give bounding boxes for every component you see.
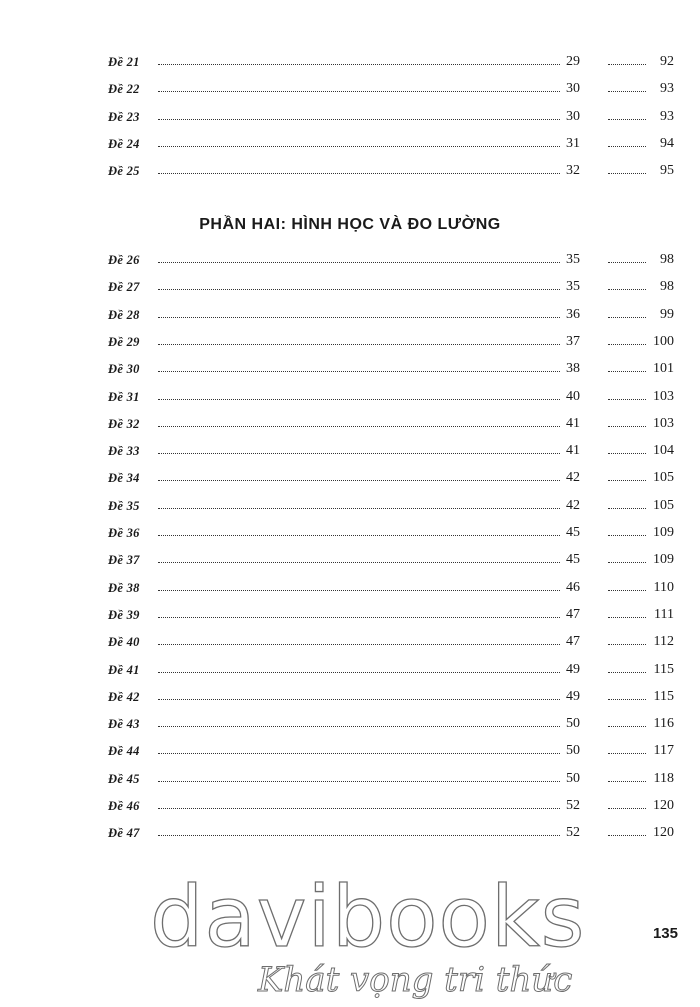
toc-entry — [108, 817, 678, 841]
dot-leader — [608, 317, 646, 318]
toc-entry-page-question: 38 — [566, 361, 580, 377]
toc-entry — [108, 381, 678, 405]
toc-entry — [108, 299, 678, 323]
toc-entry-page-answer: 104 — [653, 443, 674, 459]
toc-entry-page-answer: 94 — [660, 135, 674, 151]
dot-leader — [608, 371, 646, 372]
toc-entry-page-question: 45 — [566, 552, 580, 568]
toc-entry — [108, 128, 678, 152]
watermark-tagline: Khát vọng tri thức — [258, 960, 573, 1000]
toc-entry-page-answer: 115 — [653, 688, 674, 704]
toc-entry-page-question: 35 — [566, 252, 580, 267]
dot-leader — [158, 344, 560, 345]
toc-entry-page-answer: 92 — [660, 54, 674, 69]
toc-entry — [108, 517, 678, 541]
toc-entry — [108, 353, 678, 377]
dot-leader — [158, 480, 560, 481]
dot-leader — [158, 371, 560, 372]
dot-leader — [608, 726, 646, 727]
toc-entry-page-answer: 120 — [653, 798, 674, 813]
toc-entry-page-answer: 118 — [653, 770, 674, 786]
toc-entry-page-question: 29 — [566, 54, 580, 69]
toc-entry-label: Đề 23 — [108, 109, 140, 124]
dot-leader — [608, 835, 646, 836]
toc-entry-page-answer: 105 — [653, 497, 674, 513]
toc-entry-page-question: 47 — [566, 634, 580, 650]
toc-entry-page-answer: 99 — [660, 306, 674, 322]
dot-leader — [608, 480, 646, 481]
dot-leader — [158, 146, 560, 147]
toc-entry-page-question: 30 — [566, 108, 580, 124]
toc-entry-label: Đề 32 — [108, 416, 140, 431]
toc-entry — [108, 408, 678, 432]
dot-leader — [158, 562, 560, 563]
toc-entry-page-answer: 117 — [653, 743, 674, 759]
toc-entry-page-question: 46 — [566, 579, 580, 595]
dot-leader — [158, 262, 560, 263]
toc-entry-label: Đề 33 — [108, 444, 140, 459]
toc-entry-page-question: 32 — [566, 163, 580, 179]
toc-entry-page-question: 50 — [566, 743, 580, 759]
toc-entry-page-answer: 115 — [653, 661, 674, 677]
toc-entry — [108, 155, 678, 179]
dot-leader — [608, 344, 646, 345]
dot-leader — [608, 173, 646, 174]
toc-entry-page-answer: 98 — [660, 252, 674, 267]
dot-leader — [158, 644, 560, 645]
dot-leader — [608, 781, 646, 782]
dot-leader — [608, 262, 646, 263]
toc-entry-page-question: 45 — [566, 525, 580, 540]
toc-entry — [108, 326, 678, 350]
dot-leader — [608, 453, 646, 454]
toc-entry-label: Đề 35 — [108, 498, 140, 513]
toc-entry-page-question: 42 — [566, 497, 580, 513]
section-title: PHẦN HAI: HÌNH HỌC VÀ ĐO LƯỜNG — [199, 216, 501, 233]
toc-entry-label: Đề 47 — [108, 826, 140, 841]
toc-entry-label: Đề 30 — [108, 362, 140, 377]
toc-entry — [108, 572, 678, 596]
toc-entry-label: Đề 25 — [108, 164, 140, 179]
toc-entry-page-question: 50 — [566, 716, 580, 732]
toc-entry — [108, 101, 678, 125]
toc-entry — [108, 462, 678, 486]
toc-entry-page-answer: 101 — [653, 361, 674, 377]
dot-leader — [608, 590, 646, 591]
watermark-logo: davibooks — [150, 868, 586, 966]
dot-leader — [158, 91, 560, 92]
dot-leader — [158, 317, 560, 318]
toc-entry-page-question: 52 — [566, 798, 580, 813]
toc-entry — [108, 544, 678, 568]
toc-entry-page-question: 52 — [566, 825, 580, 841]
dot-leader — [608, 699, 646, 700]
dot-leader — [608, 399, 646, 400]
dot-leader — [158, 781, 560, 782]
toc-entry-page-answer: 93 — [660, 81, 674, 97]
toc-entry-page-answer: 100 — [653, 333, 674, 349]
toc-entry-label: Đề 24 — [108, 136, 140, 151]
toc-entry-page-answer: 109 — [653, 552, 674, 568]
dot-leader — [158, 808, 560, 809]
dot-leader — [158, 64, 560, 65]
toc-entry — [108, 46, 678, 70]
toc-entry-label: Đề 36 — [108, 526, 140, 540]
dot-leader — [608, 289, 646, 290]
toc-entry-page-answer: 110 — [653, 579, 674, 595]
toc-entry — [108, 626, 678, 650]
page-number: 135 — [652, 925, 678, 942]
toc-entry — [108, 790, 678, 814]
toc-entry-label: Đề 38 — [108, 580, 140, 595]
dot-leader — [158, 453, 560, 454]
dot-leader — [158, 672, 560, 673]
dot-leader — [608, 426, 646, 427]
toc-entry-page-question: 50 — [566, 770, 580, 786]
dot-leader — [158, 753, 560, 754]
toc-entry-label: Đề 43 — [108, 717, 140, 732]
toc-entry — [108, 435, 678, 459]
toc-entry — [108, 681, 678, 705]
toc-entry-page-question: 49 — [566, 688, 580, 704]
dot-leader — [158, 726, 560, 727]
toc-entry-page-answer: 105 — [653, 470, 674, 486]
dot-leader — [608, 64, 646, 65]
toc-entry-page-question: 40 — [566, 388, 580, 404]
toc-entry-label: Đề 45 — [108, 771, 140, 786]
toc-entry-page-question: 36 — [566, 306, 580, 322]
dot-leader — [158, 173, 560, 174]
toc-entry-page-answer: 116 — [653, 716, 674, 732]
toc-entry-page-question: 35 — [566, 279, 580, 295]
dot-leader — [608, 753, 646, 754]
toc-entry-page-answer: 103 — [653, 388, 674, 404]
toc-entry-label: Đề 27 — [108, 280, 140, 295]
toc-entry-page-question: 41 — [566, 415, 580, 431]
toc-entry-page-answer: 103 — [653, 415, 674, 431]
toc-entry-page-question: 47 — [566, 606, 580, 622]
toc-entry-page-answer: 93 — [660, 108, 674, 124]
dot-leader — [608, 146, 646, 147]
dot-leader — [608, 562, 646, 563]
toc-entry — [108, 708, 678, 732]
toc-entry-label: Đề 44 — [108, 744, 140, 759]
toc-entry-label: Đề 39 — [108, 607, 140, 622]
dot-leader — [158, 617, 560, 618]
dot-leader — [158, 535, 560, 536]
toc-entry-label: Đề 26 — [108, 253, 140, 267]
dot-leader — [608, 672, 646, 673]
toc-entry-label: Đề 37 — [108, 553, 140, 568]
toc-entry-page-question: 31 — [566, 135, 580, 151]
toc-entry — [108, 654, 678, 678]
toc-entry-page-question: 42 — [566, 470, 580, 486]
toc-entry — [108, 271, 678, 295]
toc-entry — [108, 763, 678, 787]
dot-leader — [158, 699, 560, 700]
toc-entry-label: Đề 41 — [108, 662, 140, 677]
toc-entry-page-answer: 120 — [653, 825, 674, 841]
toc-entry-page-question: 41 — [566, 443, 580, 459]
dot-leader — [608, 617, 646, 618]
dot-leader — [158, 399, 560, 400]
toc-entry-page-question: 30 — [566, 81, 580, 97]
dot-leader — [158, 289, 560, 290]
toc-entry-label: Đề 34 — [108, 471, 140, 486]
dot-leader — [608, 91, 646, 92]
toc-entry — [108, 244, 678, 268]
toc-entry-page-answer: 95 — [660, 163, 674, 179]
dot-leader — [608, 644, 646, 645]
toc-entry — [108, 73, 678, 97]
dot-leader — [608, 119, 646, 120]
toc-entry-label: Đề 42 — [108, 689, 140, 704]
toc-entry-label: Đề 46 — [108, 799, 140, 813]
dot-leader — [158, 426, 560, 427]
toc-entry-label: Đề 21 — [108, 55, 140, 69]
toc-entry-page-question: 37 — [566, 333, 580, 349]
dot-leader — [158, 119, 560, 120]
toc-entry — [108, 490, 678, 514]
toc-entry-label: Đề 29 — [108, 334, 140, 349]
dot-leader — [608, 535, 646, 536]
toc-entry-label: Đề 31 — [108, 389, 140, 404]
dot-leader — [158, 835, 560, 836]
dot-leader — [608, 808, 646, 809]
toc-entry-page-question: 49 — [566, 661, 580, 677]
toc-entry-page-answer: 109 — [653, 525, 674, 540]
dot-leader — [608, 508, 646, 509]
dot-leader — [158, 590, 560, 591]
dot-leader — [158, 508, 560, 509]
toc-entry-label: Đề 40 — [108, 635, 140, 650]
toc-entry — [108, 735, 678, 759]
toc-entry-page-answer: 112 — [653, 634, 674, 650]
toc-entry-page-answer: 98 — [660, 279, 674, 295]
toc-entry-label: Đề 28 — [108, 307, 140, 322]
toc-entry-label: Đề 22 — [108, 82, 140, 97]
toc-entry — [108, 599, 678, 623]
toc-entry-page-answer: 111 — [654, 606, 674, 622]
